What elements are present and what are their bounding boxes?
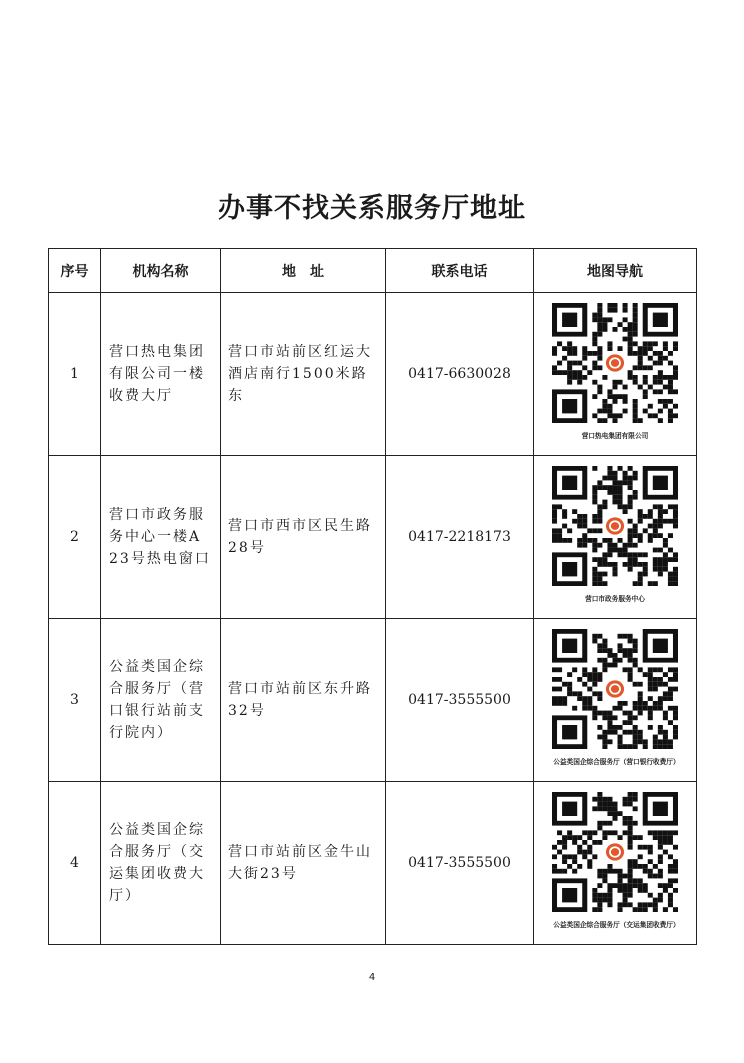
row-number: 1	[49, 293, 101, 456]
phone-number: 0417-2218173	[386, 456, 534, 619]
table-row	[49, 782, 697, 945]
address: 营口市站前区红运大酒店南行1500米路东	[221, 293, 386, 456]
page-number: 4	[368, 972, 376, 983]
table-row	[49, 293, 697, 456]
header-map: 地图导航	[534, 249, 697, 293]
map-navigation-cell	[534, 619, 697, 782]
map-navigation-cell	[534, 782, 697, 945]
qr-caption: 营口市政务服务中心	[585, 595, 645, 603]
phone-number: 0417-3555500	[386, 782, 534, 945]
page-title: 办事不找关系服务厅地址	[218, 193, 526, 224]
qr-code-icon[interactable]	[552, 629, 678, 749]
header-address: 地 址	[221, 249, 386, 293]
table-header-row	[49, 249, 697, 293]
service-hall-table	[48, 248, 697, 945]
qr-caption: 公益类国企综合服务厅（营口银行收费厅）	[553, 758, 680, 766]
map-navigation-cell	[534, 293, 697, 456]
address: 营口市西市区民生路28号	[221, 456, 386, 619]
row-number: 2	[49, 456, 101, 619]
row-number: 4	[49, 782, 101, 945]
organization-name: 营口市政务服务中心一楼A23号热电窗口	[101, 456, 221, 619]
qr-caption: 营口热电集团有限公司	[581, 432, 649, 440]
header-phone: 联系电话	[386, 249, 534, 293]
header-no: 序号	[49, 249, 101, 293]
row-number: 3	[49, 619, 101, 782]
qr-code-icon[interactable]	[552, 792, 678, 912]
organization-name: 公益类国企综合服务厅（营口银行站前支行院内）	[101, 619, 221, 782]
organization-name: 营口热电集团有限公司一楼收费大厅	[101, 293, 221, 456]
address: 营口市站前区金牛山大街23号	[221, 782, 386, 945]
organization-name: 公益类国企综合服务厅（交运集团收费大厅）	[101, 782, 221, 945]
table-row	[49, 456, 697, 619]
phone-number: 0417-6630028	[386, 293, 534, 456]
map-navigation-cell	[534, 456, 697, 619]
qr-code-icon[interactable]	[552, 303, 678, 423]
address: 营口市站前区东升路32号	[221, 619, 386, 782]
qr-caption: 公益类国企综合服务厅（交运集团收费厅）	[553, 921, 680, 929]
phone-number: 0417-3555500	[386, 619, 534, 782]
header-name: 机构名称	[101, 249, 221, 293]
table-row	[49, 619, 697, 782]
qr-code-icon[interactable]	[552, 466, 678, 586]
